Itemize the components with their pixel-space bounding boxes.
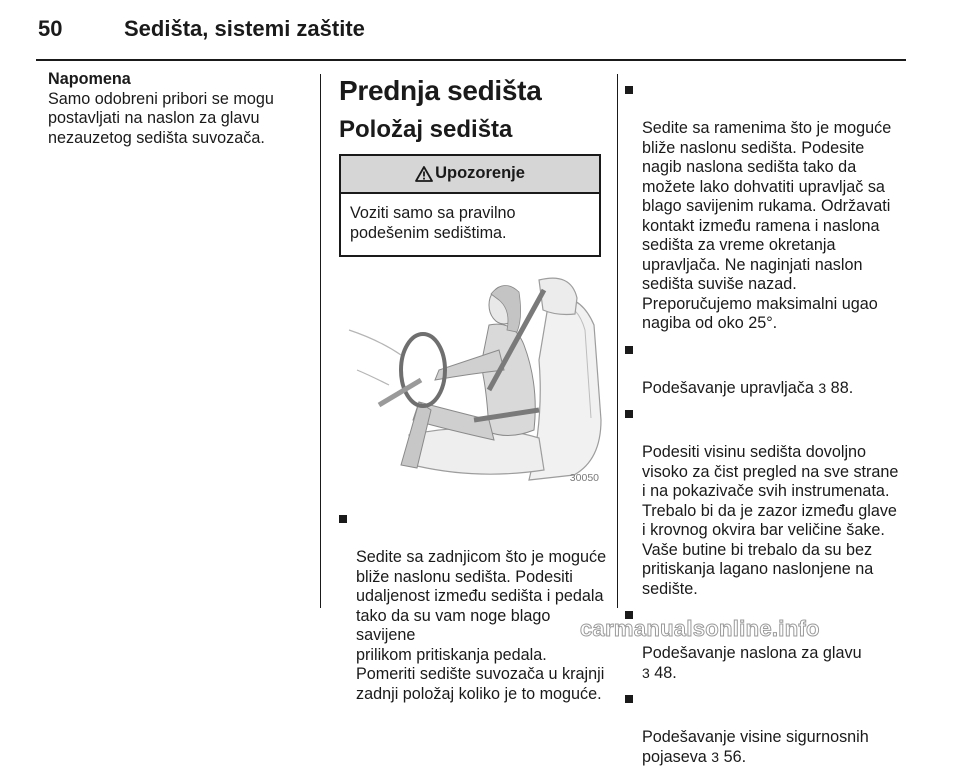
header-rule [36,59,906,61]
bullet-text: Sedite sa ramenima što je moguće bliže naslonu sedišta. Podesite nagib naslona sedišta tako da možete lako dohvatiti upravljač sa blago savijenim rukama. Održavati kontakt između ramena i naslona sedišta za vreme okretanja upravljača. Ne naginjati naslon sedišta suviše nazad. Preporučujemo maksimalni ugao nagiba od oko 25°. [642,119,892,332]
bullet-text: Sedite sa zadnjicom što je moguće bliže naslonu sedišta. Podesiti udaljenost između sedišta i pedala tako da su vam noge blago savijene prilikom pritiskanja pedala. Pomeriti sedište suvozača u krajnji zadnji položaj koliko je to moguće. [356,548,607,703]
bullet-text: Podešavanje upravljača [642,378,819,397]
bullet-square-icon [625,86,633,94]
bullet-text: Podešavanje visine sigurnosnih pojaseva [642,728,869,766]
middle-column [339,76,607,704]
watermark: carmanualsonline.info [580,616,820,641]
list-item [625,689,907,767]
page-reference-arrow-icon: 3 [642,664,650,681]
column-divider-left [320,74,321,608]
seat-position-illustration [339,270,607,490]
bullet-square-icon [625,695,633,703]
bullet-square-icon [625,410,633,418]
section-title: Sedišta, sistemi zaštite [124,16,365,41]
warning-title: Upozorenje [435,164,525,183]
warning-triangle-icon [415,166,433,182]
page-number: 50 [38,16,63,41]
figure-number: 30050 [569,471,599,484]
page-reference[interactable]: 48. [649,663,677,682]
list-item [339,509,607,704]
left-column [48,70,310,148]
page-heading: Prednja sedišta [339,75,542,106]
right-column [625,80,907,767]
bullet-square-icon [625,346,633,354]
warning-header [341,156,599,194]
note-title: Napomena [48,70,131,88]
warning-box [339,154,601,257]
bullet-text: Podešavanje naslona za glavu [642,644,862,662]
seated-driver-illustration [339,270,607,490]
page-reference-arrow-icon: 3 [711,748,720,765]
page-reference-arrow-icon: 3 [818,379,827,396]
list-item [625,80,907,334]
list-item [625,340,907,399]
list-item [625,404,907,599]
bullet-square-icon [339,515,347,523]
bullet-text: Podesiti visinu sedišta dovoljno visoko za čist pregled na sve strane i na pokazivače svih instrumenata. Trebalo bi da je zazor između glave i krovnog okvira bar veličine šake. Vaše butine bi trebalo da su bez pritiskanja lagano naslonjene na sedište. [642,443,899,598]
note-body: Samo odobreni pribori se mogu postavljati na naslon za glavu nezauzetog sedišta suvozača. [48,89,274,147]
column-divider-right [617,74,618,608]
page-reference[interactable]: 88. [826,378,854,397]
subheading: Položaj sedišta [339,116,513,143]
warning-text: Voziti samo sa pravilno podešenim sedištima. [350,204,516,242]
page-reference[interactable]: 56. [719,747,747,766]
